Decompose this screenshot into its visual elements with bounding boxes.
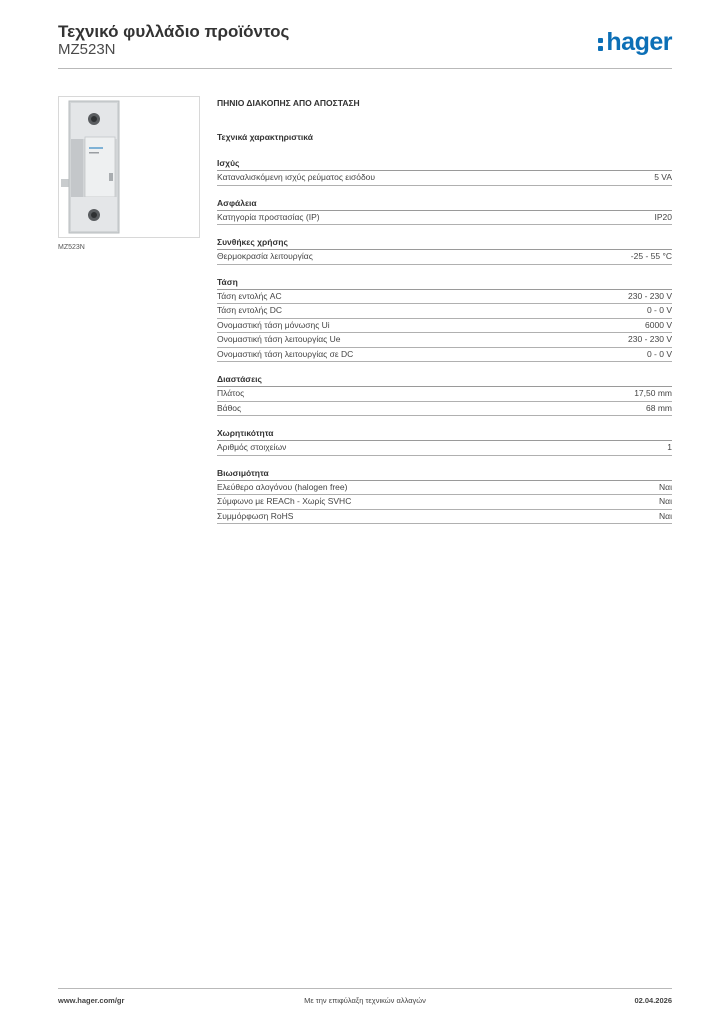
spec-row bbox=[217, 348, 672, 363]
spec-row-label: Τάση εντολής AC bbox=[217, 290, 282, 301]
image-caption: MZ523N bbox=[58, 244, 85, 251]
spec-row-value: 230 - 230 V bbox=[628, 334, 672, 344]
spec-row bbox=[217, 304, 672, 319]
spec-row bbox=[217, 510, 672, 525]
spec-row-value: 5 VA bbox=[654, 172, 672, 182]
spec-row-value: 17,50 mm bbox=[634, 388, 672, 398]
spec-row-value: 230 - 230 V bbox=[628, 290, 672, 301]
spec-row-label: Θερμοκρασία λειτουργίας bbox=[217, 251, 313, 261]
spec-row bbox=[217, 171, 672, 186]
logo-dots-icon bbox=[598, 35, 605, 51]
spec-row bbox=[217, 250, 672, 265]
spec-row-label: Ονομαστική τάση λειτουργίας σε DC bbox=[217, 348, 354, 359]
spec-row-value: Ναι bbox=[659, 481, 672, 492]
header-divider bbox=[58, 68, 672, 69]
spec-group bbox=[217, 426, 672, 456]
spec-row-label: Σύμφωνο με REACh - Χωρίς SVHC bbox=[217, 496, 352, 506]
spec-group bbox=[217, 466, 672, 525]
spec-row-label: Ονομαστική τάση μόνωσης Ui bbox=[217, 319, 330, 330]
spec-row-label: Ονομαστική τάση λειτουργίας Ue bbox=[217, 334, 341, 344]
product-name: ΠΗΝΙΟ ΔΙΑΚΟΠΗΣ ΑΠΟ ΑΠΟΣΤΑΣΗ bbox=[217, 98, 360, 108]
spec-group-title: Ασφάλεια bbox=[217, 196, 672, 211]
spec-row bbox=[217, 319, 672, 334]
spec-group-title: Ισχύς bbox=[217, 156, 672, 171]
product-image bbox=[58, 96, 200, 238]
spec-row-label: Πλάτος bbox=[217, 388, 245, 398]
spec-row-value: 6000 V bbox=[645, 319, 672, 330]
shunt-trip-device-icon bbox=[59, 97, 199, 237]
spec-group bbox=[217, 372, 672, 416]
spec-row-label: Συμμόρφωση RoHS bbox=[217, 510, 294, 521]
spec-row-value: Ναι bbox=[659, 496, 672, 506]
spec-group-title: Χωρητικότητα bbox=[217, 426, 672, 441]
page-footer bbox=[58, 996, 672, 1010]
product-code: MZ523N bbox=[58, 41, 116, 58]
spec-row-value: Ναι bbox=[659, 510, 672, 521]
page-header bbox=[58, 20, 672, 68]
spec-row-label: Καταναλισκόμενη ισχύς ρεύματος εισόδου bbox=[217, 172, 376, 182]
spec-row-value: -25 - 55 °C bbox=[630, 251, 672, 261]
specifications bbox=[217, 96, 672, 534]
spec-row-label: Αριθμός στοιχείων bbox=[217, 442, 287, 452]
spec-row-value: 0 - 0 V bbox=[646, 348, 672, 359]
spec-row-value: 1 bbox=[667, 442, 672, 452]
spec-groups bbox=[217, 156, 672, 524]
spec-group bbox=[217, 235, 672, 265]
spec-row-value: IP20 bbox=[654, 211, 672, 222]
spec-row bbox=[217, 211, 672, 226]
spec-row bbox=[217, 387, 672, 402]
spec-group bbox=[217, 196, 672, 226]
spec-group-title: Διαστάσεις bbox=[217, 372, 672, 387]
spec-row-label: Κατηγορία προστασίας (IP) bbox=[217, 211, 320, 222]
spec-row bbox=[217, 333, 672, 348]
spec-row bbox=[217, 290, 672, 305]
spec-row-label: Τάση εντολής DC bbox=[217, 305, 283, 315]
footer-note: Με την επιφύλαξη τεχνικών αλλαγών bbox=[304, 996, 426, 1005]
spec-row bbox=[217, 441, 672, 456]
footer-divider bbox=[58, 988, 672, 989]
footer-date: 02.04.2026 bbox=[634, 996, 672, 1005]
spec-row bbox=[217, 495, 672, 510]
spec-row bbox=[217, 402, 672, 417]
spec-group-title: Βιωσιμότητα bbox=[217, 466, 672, 481]
spec-row bbox=[217, 481, 672, 496]
spec-row-value: 0 - 0 V bbox=[646, 305, 672, 315]
hager-logo bbox=[598, 28, 672, 56]
spec-group-title: Συνθήκες χρήσης bbox=[217, 235, 672, 250]
spec-row-value: 68 mm bbox=[646, 402, 672, 413]
spec-group bbox=[217, 156, 672, 186]
spec-group bbox=[217, 275, 672, 363]
spec-group-title: Τάση bbox=[217, 275, 672, 290]
spec-heading: Τεχνικά χαρακτηριστικά bbox=[217, 132, 313, 142]
spec-row-label: Βάθος bbox=[217, 402, 242, 413]
document-title: Τεχνικό φυλλάδιο προϊόντος bbox=[58, 22, 290, 41]
footer-website: www.hager.com/gr bbox=[58, 996, 125, 1005]
spec-row-label: Ελεύθερο αλογόνου (halogen free) bbox=[217, 481, 348, 492]
logo-text: hager bbox=[606, 28, 672, 56]
